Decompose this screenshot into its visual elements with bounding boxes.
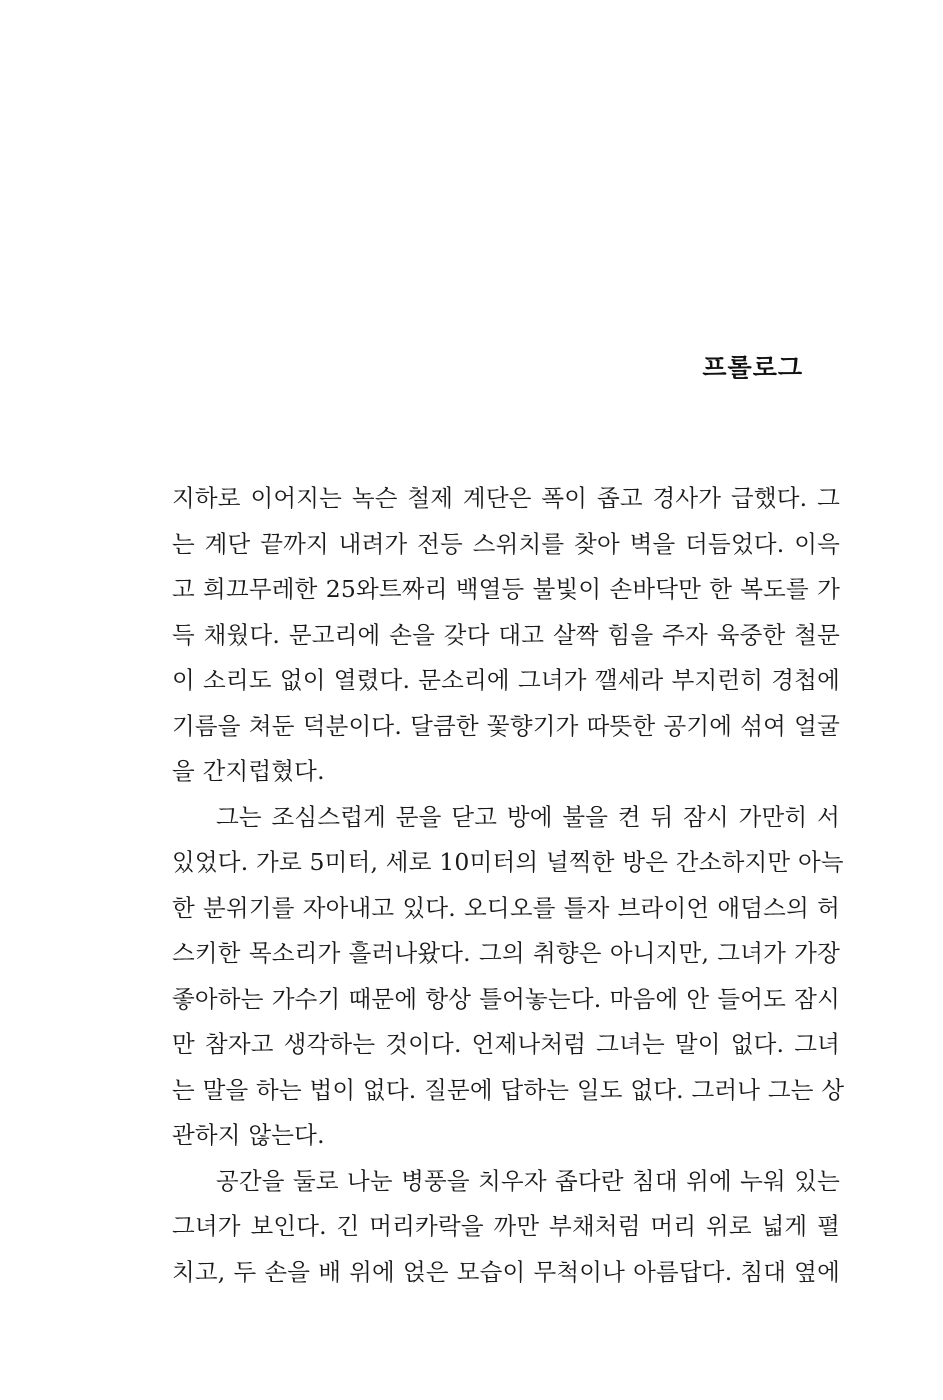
chapter-title: 프롤로그 [702, 353, 803, 382]
text-line: 치고, 두 손을 배 위에 얹은 모습이 무척이나 아름답다. 침대 옆에 [172, 1257, 840, 1286]
text-line: 지하로 이어지는 녹슨 철제 계단은 폭이 좁고 경사가 급했다. 그 [172, 484, 840, 512]
text-line: 을 간지럽혔다. [172, 757, 325, 785]
text-line: 는 말을 하는 법이 없다. 질문에 답하는 일도 없다. 그러나 그는 상 [172, 1075, 845, 1104]
text-line: 스키한 목소리가 흘러나왔다. 그의 취향은 아니지만, 그녀가 가장 [172, 939, 840, 967]
text-line: 관하지 않는다. [172, 1121, 325, 1149]
text-line: 기름을 쳐둔 덕분이다. 달큼한 꽃향기가 따뜻한 공기에 섞여 얼굴 [172, 711, 840, 740]
text-line: 한 분위기를 자아내고 있다. 오디오를 틀자 브라이언 애덤스의 허 [172, 893, 840, 922]
text-line: 득 채웠다. 문고리에 손을 갖다 대고 살짝 힘을 주자 육중한 철문 [172, 620, 840, 649]
text-line: 그는 조심스럽게 문을 닫고 방에 불을 켠 뒤 잠시 가만히 서 [216, 802, 840, 831]
body-text [172, 476, 845, 1295]
text-line: 그녀가 보인다. 긴 머리카락을 까만 부채처럼 머리 위로 넓게 펼 [172, 1212, 840, 1240]
text-line: 만 참자고 생각하는 것이다. 언제나처럼 그녀는 말이 없다. 그녀 [172, 1030, 840, 1058]
text-line: 는 계단 끝까지 내려가 전등 스위치를 찾아 벽을 더듬었다. 이윽 [172, 529, 840, 558]
text-line: 고 희끄무레한 25와트짜리 백열등 불빛이 손바닥만 한 복도를 가 [172, 575, 840, 603]
text-line: 있었다. 가로 5미터, 세로 10미터의 널찍한 방은 간소하지만 아늑 [172, 848, 844, 876]
text-line: 좋아하는 가수기 때문에 항상 틀어놓는다. 마음에 안 들어도 잠시 [172, 984, 840, 1013]
text-line: 이 소리도 없이 열렸다. 문소리에 그녀가 깰세라 부지런히 경첩에 [172, 666, 840, 694]
text-line: 공간을 둘로 나눈 병풍을 치우자 좁다란 침대 위에 누워 있는 [216, 1166, 840, 1195]
